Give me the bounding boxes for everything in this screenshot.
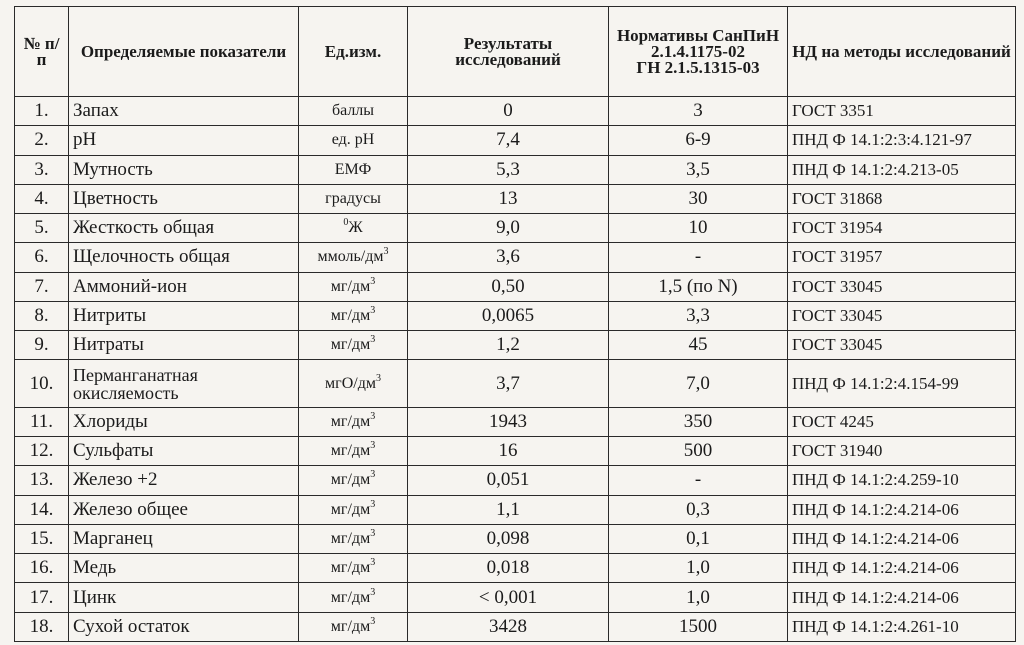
unit-text: мгО/дм: [325, 374, 376, 392]
result-value: 13: [408, 184, 609, 213]
result-value: 16: [408, 437, 609, 466]
result-value: 3,6: [408, 243, 609, 272]
norm-value: 1500: [609, 612, 788, 641]
indicator-name: Марганец: [69, 524, 299, 553]
row-number: 10.: [15, 360, 69, 407]
method-document: ГОСТ 33045: [788, 331, 1016, 360]
unit-prefix-superscript: 0: [343, 217, 349, 229]
row-number: 1.: [15, 97, 69, 126]
unit-text: мг/дм: [330, 471, 371, 489]
method-document: ПНД Ф 14.1:2:4.214-06: [788, 495, 1016, 524]
indicator-name: Железо общее: [69, 495, 299, 524]
header-norm-title: Нормативы СанПиН: [616, 25, 780, 45]
unit-cell: [299, 437, 408, 466]
unit-superscript: 3: [375, 372, 381, 384]
norm-value: 0,1: [609, 524, 788, 553]
table-row: [15, 214, 1016, 243]
norm-value: 1,0: [609, 583, 788, 612]
result-value: < 0,001: [408, 583, 609, 612]
norm-value: 3,5: [609, 155, 788, 184]
unit-text: ед. pH: [331, 131, 375, 149]
table-row: [15, 524, 1016, 553]
unit-text: баллы: [331, 102, 375, 120]
table-row: [15, 272, 1016, 301]
indicator-name: Перманганатная окисляемость: [69, 360, 299, 407]
method-document: ПНД Ф 14.1:2:4.259-10: [788, 466, 1016, 495]
indicator-name: Цветность: [69, 184, 299, 213]
method-document: ПНД Ф 14.1:2:4.214-06: [788, 524, 1016, 553]
norm-value: -: [609, 466, 788, 495]
method-document: ПНД Ф 14.1:2:4.214-06: [788, 583, 1016, 612]
indicator-name: Железо +2: [69, 466, 299, 495]
unit-cell: [299, 524, 408, 553]
table-row: [15, 407, 1016, 436]
table-row: [15, 495, 1016, 524]
method-document: ГОСТ 33045: [788, 272, 1016, 301]
method-document: ПНД Ф 14.1:2:4.214-06: [788, 554, 1016, 583]
unit-superscript: 3: [370, 275, 376, 287]
unit-superscript: 3: [370, 586, 376, 598]
row-number: 8.: [15, 301, 69, 330]
unit-cell: [299, 495, 408, 524]
row-number: 11.: [15, 407, 69, 436]
table-row: [15, 466, 1016, 495]
row-number: 18.: [15, 612, 69, 641]
row-number: 12.: [15, 437, 69, 466]
unit-text: мг/дм: [330, 412, 371, 430]
header-norm: [609, 7, 788, 97]
table-row: [15, 612, 1016, 641]
method-document: ПНД Ф 14.1:2:4.261-10: [788, 612, 1016, 641]
row-number: 17.: [15, 583, 69, 612]
unit-cell: [299, 407, 408, 436]
unit-superscript: 3: [370, 498, 376, 510]
norm-value: 500: [609, 437, 788, 466]
method-document: ГОСТ 31957: [788, 243, 1016, 272]
header-norm-doc2: ГН 2.1.5.1315-03: [636, 57, 760, 77]
result-value: 7,4: [408, 126, 609, 155]
indicator-name: Запах: [69, 97, 299, 126]
indicator-name: Щелочность общая: [69, 243, 299, 272]
unit-text: мг/дм: [330, 617, 371, 635]
row-number: 15.: [15, 524, 69, 553]
unit-text: градусы: [325, 189, 381, 207]
header-norm-doc1: 2.1.4.1175-02: [651, 41, 745, 61]
header-indicator: Определяемые показатели: [69, 7, 299, 97]
result-value: 0: [408, 97, 609, 126]
unit-text: мг/дм: [330, 306, 371, 324]
row-number: 5.: [15, 214, 69, 243]
result-value: 0,0065: [408, 301, 609, 330]
unit-text: ммоль/дм: [317, 248, 384, 266]
indicator-name: pH: [69, 126, 299, 155]
row-number: 7.: [15, 272, 69, 301]
result-value: 1,1: [408, 495, 609, 524]
unit-cell: [299, 155, 408, 184]
unit-text: мг/дм: [330, 442, 371, 460]
row-number: 4.: [15, 184, 69, 213]
table-row: [15, 554, 1016, 583]
indicator-name: Нитриты: [69, 301, 299, 330]
norm-value: -: [609, 243, 788, 272]
table-row: [15, 583, 1016, 612]
unit-cell: [299, 583, 408, 612]
norm-value: 0,3: [609, 495, 788, 524]
norm-value: 3,3: [609, 301, 788, 330]
unit-text: мг/дм: [330, 336, 371, 354]
norm-value: 3: [609, 97, 788, 126]
unit-text: мг/дм: [330, 588, 371, 606]
unit-text: мг/дм: [330, 500, 371, 518]
unit-cell: [299, 97, 408, 126]
header-method: НД на методы исследований: [788, 7, 1016, 97]
header-unit: Ед.изм.: [299, 7, 408, 97]
result-value: 5,3: [408, 155, 609, 184]
result-value: 1,2: [408, 331, 609, 360]
norm-value: 7,0: [609, 360, 788, 407]
unit-superscript: 3: [370, 528, 376, 539]
unit-superscript: 3: [370, 440, 376, 452]
result-value: 3428: [408, 612, 609, 641]
table-row: [15, 301, 1016, 330]
row-number: 16.: [15, 554, 69, 583]
result-value: 0,018: [408, 554, 609, 583]
method-document: ГОСТ 4245: [788, 407, 1016, 436]
table-row: [15, 97, 1016, 126]
unit-superscript: 3: [370, 469, 376, 481]
unit-cell: [299, 301, 408, 330]
norm-value: 1,0: [609, 554, 788, 583]
result-value: 1943: [408, 407, 609, 436]
unit-cell: [299, 126, 408, 155]
method-document: ГОСТ 33045: [788, 301, 1016, 330]
unit-text: ЕМФ: [334, 160, 372, 178]
indicator-name: Сухой остаток: [69, 612, 299, 641]
unit-superscript: 3: [370, 334, 376, 346]
table-row: [15, 437, 1016, 466]
indicator-name: Мутность: [69, 155, 299, 184]
unit-cell: [299, 466, 408, 495]
water-analysis-table: [14, 6, 1016, 642]
result-value: 0,50: [408, 272, 609, 301]
method-document: ГОСТ 31954: [788, 214, 1016, 243]
indicator-name: Нитраты: [69, 331, 299, 360]
table-row: [15, 184, 1016, 213]
method-document: ПНД Ф 14.1:2:4.213-05: [788, 155, 1016, 184]
norm-value: 1,5 (по N): [609, 272, 788, 301]
unit-cell: [299, 360, 408, 407]
unit-superscript: 3: [370, 557, 376, 569]
row-number: 3.: [15, 155, 69, 184]
row-number: 14.: [15, 495, 69, 524]
unit-text: мг/дм: [330, 277, 371, 295]
unit-cell: [299, 214, 408, 243]
unit-superscript: 3: [370, 615, 376, 627]
unit-cell: [299, 554, 408, 583]
table-row: [15, 360, 1016, 407]
unit-text: мг/дм: [330, 530, 371, 547]
row-number: 6.: [15, 243, 69, 272]
method-document: ПНД Ф 14.1:2:4.154-99: [788, 360, 1016, 407]
header-num: № п/п: [15, 7, 69, 97]
unit-cell: [299, 243, 408, 272]
row-number: 13.: [15, 466, 69, 495]
method-document: ГОСТ 31868: [788, 184, 1016, 213]
unit-text: Ж: [348, 219, 363, 237]
header-row: [15, 7, 1016, 97]
indicator-name: Медь: [69, 554, 299, 583]
unit-cell: [299, 331, 408, 360]
norm-value: 350: [609, 407, 788, 436]
row-number: 2.: [15, 126, 69, 155]
unit-text: мг/дм: [330, 559, 371, 577]
method-document: ГОСТ 31940: [788, 437, 1016, 466]
norm-value: 10: [609, 214, 788, 243]
norm-value: 6-9: [609, 126, 788, 155]
method-document: ПНД Ф 14.1:2:3:4.121-97: [788, 126, 1016, 155]
method-document: ГОСТ 3351: [788, 97, 1016, 126]
indicator-name: Аммоний-ион: [69, 272, 299, 301]
indicator-name: Хлориды: [69, 407, 299, 436]
result-value: 9,0: [408, 214, 609, 243]
result-value: 0,098: [408, 524, 609, 553]
indicator-name: Сульфаты: [69, 437, 299, 466]
result-value: 3,7: [408, 360, 609, 407]
table-row: [15, 243, 1016, 272]
table-row: [15, 126, 1016, 155]
unit-superscript: 3: [370, 410, 376, 422]
unit-cell: [299, 272, 408, 301]
header-result: Результаты исследований: [408, 7, 609, 97]
table-row: [15, 331, 1016, 360]
unit-cell: [299, 612, 408, 641]
unit-cell: [299, 184, 408, 213]
row-number: 9.: [15, 331, 69, 360]
indicator-name: Цинк: [69, 583, 299, 612]
table-row: [15, 155, 1016, 184]
result-value: 0,051: [408, 466, 609, 495]
unit-superscript: 3: [383, 246, 389, 258]
indicator-name: Жесткость общая: [69, 214, 299, 243]
unit-superscript: 3: [370, 304, 376, 316]
norm-value: 30: [609, 184, 788, 213]
norm-value: 45: [609, 331, 788, 360]
